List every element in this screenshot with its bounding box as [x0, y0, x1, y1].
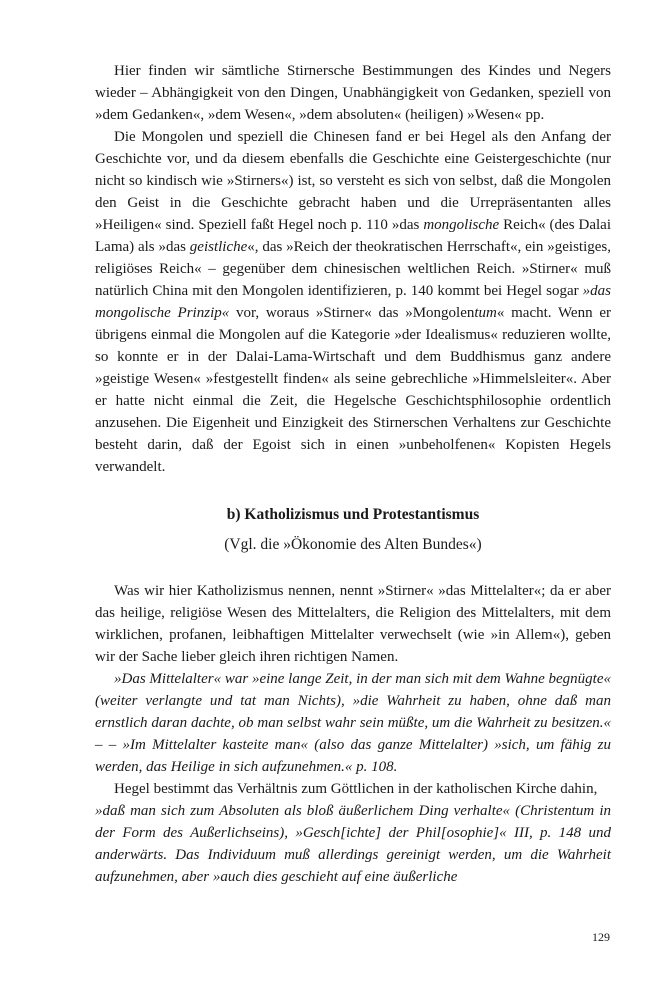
paragraph	[95, 778, 611, 800]
italic-text: mongolische	[423, 217, 500, 233]
text-run: Reich« (des Dalai Lama) als »das	[95, 217, 611, 255]
page-number: 129	[592, 930, 610, 944]
italic-text: »das mongolische Prinzip«	[95, 283, 611, 321]
text-block-1	[95, 60, 611, 478]
text-run: «, das »Reich der theokratischen Herrschaft«, ein »geistiges, religiöses Reich« – gegenüber dem chinesischen weltlichen Reich. »Stirner« muß natürlich China mit den Mongolen identifizieren, p. 140 kommt bei Hegel sogar	[95, 239, 611, 299]
paragraph	[95, 800, 611, 888]
text-run: Hier finden wir sämtliche Stirnersche Bestimmungen des Kindes und Negers wieder – Abhängigkeit von den Dingen, Unabhängigkeit von Gedanken, speziell von »dem Gedanken«, »dem Wesen«, »dem absoluten« (heiligen) »Wesen« pp.	[95, 63, 611, 123]
text-run: Die Mongolen und speziell die Chinesen fand er bei Hegel als den Anfang der Geschichte vor, und da diesem ebenfalls die Geschichte eine Geistergeschichte (nur nicht so kindisch wie »Stirners«) ist, so versteht es sich von selbst, daß die Mongolen den Geist in die Geschichte gebracht haben und die Urrepräsentanten alles »Heiligen« sind. Speziell faßt Hegel noch p. 110 »das	[95, 129, 611, 233]
paragraph	[95, 668, 611, 778]
italic-text: »Das Mittelalter« war »eine lange Zeit, in der man sich mit dem Wahne begnügte« (weiter verlangte und tat man Nichts), »die Wahrheit zu haben, ohne daß man ernstlich daran dachte, ob man selbst wahr sein müßte, um die Wahrheit zu besitzen.« – – »Im Mittelalter kasteite man« (also das ganze Mittelalter) »sich, um fähig zu werden, das Heilige in sich aufzunehmen.« p. 108.	[95, 671, 611, 775]
paragraph	[95, 580, 611, 668]
paragraph	[95, 126, 611, 478]
section-subheading: (Vgl. die »Ökonomie des Alten Bundes«)	[224, 536, 482, 553]
section-heading: b) Katholizismus und Protestantismus	[226, 506, 480, 523]
italic-text: geistliche	[189, 239, 248, 255]
text-run: « macht. Wenn er übrigens einmal die Mongolen auf die Kategorie »der Idealismus« reduzieren wollte, so konnte er in der Dalai-Lama-Wirtschaft und dem Buddhismus ganz andere »geistige Wesen« »festgestellt finden« als seine gebrechliche »Himmelsleiter«. Aber er hatte nicht einmal die Zeit, die Hegelsche Geschichtsphilosophie ordentlich anzusehen. Die Eigenheit und Einzigkeit des Stirnerschen Verhaltens zur Geschichte besteht darin, daß der Egoist sich in einen »unbeholfenen« Kopisten Hegels verwandelt.	[95, 305, 611, 475]
italic-text: tum	[474, 305, 497, 321]
paragraph	[95, 60, 611, 126]
text-run: Hegel bestimmt das Verhältnis zum Göttlichen in der katholischen Kirche dahin,	[114, 781, 598, 797]
italic-text: »daß man sich zum Absoluten als bloß äußerlichem Ding verhalte« (Christentum in der Form des Außerlichseins), »Gesch[ichte] der Phil[osophie]« III, p. 148 und anderwärts. Das Individuum muß allerdings gereinigt werden, um die Wahrheit aufzunehmen, aber »auch dies geschieht auf eine äußerliche	[95, 803, 611, 885]
text-run: vor, woraus »Stirner« das »Mongolen	[229, 305, 475, 321]
text-run: Was wir hier Katholizismus nennen, nennt »Stirner« »das Mittelalter«; da er aber das heilige, religiöse Wesen des Mittelalters, die Religion des Mittelalters, mit dem wirklichen, profanen, leibhaftigen Mittelalter verwechselt (wie »in Allem«), geben wir der Sache lieber gleich ihren richtigen Namen.	[95, 583, 611, 665]
page-body	[95, 60, 611, 888]
text-block-2	[95, 580, 611, 888]
